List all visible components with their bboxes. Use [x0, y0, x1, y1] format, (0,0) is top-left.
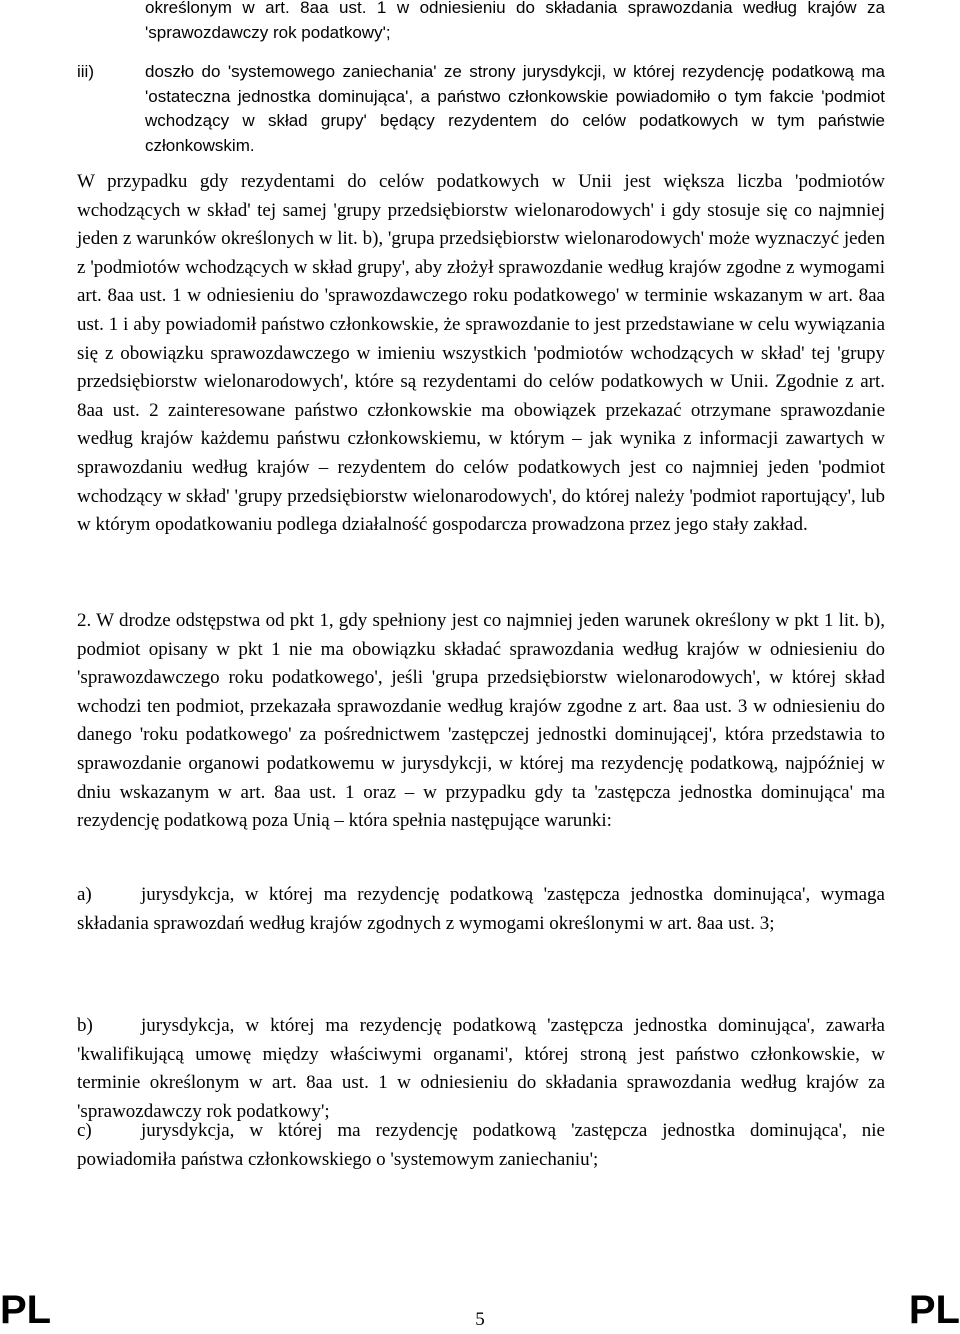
list-item-text: jurysdykcja, w której ma rezydencję podatkową 'zastępcza jednostka dominująca', wymaga składania sprawozdań według krajów zgodnych z wymogami określonymi w art. 8aa ust. 3;: [77, 884, 885, 934]
list-item-text: jurysdykcja, w której ma rezydencję podatkową 'zastępcza jednostka dominująca', nie powiadomiła państwa członkowskiego o 'systemowym zaniechaniu';: [77, 1120, 885, 1170]
list-item-label: c): [77, 1120, 92, 1141]
continuation-text: określonym w art. 8aa ust. 1 w odniesieniu do składania sprawozdania według krajów za 'sprawozdawczy rok podatkowy';: [145, 0, 885, 42]
list-item-c: [77, 1117, 885, 1174]
footer-language-left: PL: [0, 1288, 52, 1332]
list-item-label: a): [77, 884, 92, 905]
footer-language-right: PL: [908, 1288, 960, 1332]
item-iii-text: doszło do 'systemowego zaniechania' ze strony jurysdykcji, w której rezydencję podatkową ma 'ostateczna jednostka dominująca', a państwo członkowskie powiadomiło o tym fakcie 'podmiot wchodzący w skład grupy' będący rezydentem do celów podatkowych w tym państwie członkowskim.: [145, 62, 885, 155]
list-item-text: jurysdykcja, w której ma rezydencję podatkową 'zastępcza jednostka dominująca', zawarła 'kwalifikującą umowę między właściwymi organami', której stroną jest państwo członkowskie, w terminie określonym w art. 8aa ust. 1 w odniesieniu do składania sprawozdania według krajów za 'sprawozdawczy rok podatkowy';: [77, 1015, 885, 1122]
list-item-b: [77, 1012, 885, 1126]
list-item-label: b): [77, 1015, 93, 1036]
page-number: 5: [475, 1309, 485, 1330]
item-iii-label: iii): [77, 62, 94, 81]
list-item-a: [77, 881, 885, 938]
paragraph-2: 2. W drodze odstępstwa od pkt 1, gdy spełniony jest co najmniej jeden warunek określony w pkt 1 lit. b), podmiot opisany w pkt 1 nie ma obowiązku składać sprawozdania według krajów w odniesieniu do 'sprawozdawczego roku podatkowego', jeśli 'grupa przedsiębiorstw wielonarodowych', w której skład wchodzi ten podmiot, przekazała sprawozdanie według krajów zgodne z art. 8aa ust. 3 w odniesieniu do danego 'roku podatkowego' za pośrednictwem 'zastępczej jednostki dominującej', która przedstawia to sprawozdanie organowi podatkowemu w jurysdykcji, w której ma rezydencję podatkową, najpóźniej w dniu wskazanym w art. 8aa ust. 1 oraz – w przypadku gdy ta 'zastępcza jednostka dominująca' ma rezydencję podatkową poza Unią – która spełnia następujące warunki:: [77, 610, 885, 832]
main-paragraph: W przypadku gdy rezydentami do celów podatkowych w Unii jest większa liczba 'podmiotów wchodzących w skład' tej samej 'grupy przedsiębiorstw wielonarodowych' i gdy stosuje się co najmniej jeden z warunków określonych w lit. b), 'grupa przedsiębiorstw wielonarodowych' może wyznaczyć jeden z 'podmiotów wchodzących w skład grupy', aby złożył sprawozdanie według krajów zgodne z wymogami art. 8aa ust. 1 w odniesieniu do 'sprawozdawczego roku podatkowego' w terminie wskazanym w art. 8aa ust. 1 i aby powiadomił państwo członkowskie, że sprawozdanie to jest przedstawiane w celu wywiązania się z obowiązku sprawozdawczego w imieniu wszystkich 'podmiotów wchodzących w skład' tej 'grupy przedsiębiorstw wielonarodowych', które są rezydentami do celów podatkowych w Unii. Zgodnie z art. 8aa ust. 2 zainteresowane państwo członkowskie ma obowiązek przekazać otrzymane sprawozdanie według krajów każdemu państwu członkowskiemu, w którym – jak wynika z informacji zawartych w sprawozdaniu według krajów – rezydentem do celów podatkowych jest co najmniej jeden 'podmiot wchodzący w skład' 'grupy przedsiębiorstw wielonarodowych', do której należy 'podmiot raportujący', lub w którym opodatkowaniu podlega działalność gospodarcza prowadzona przez jego stały zakład.: [77, 171, 885, 536]
